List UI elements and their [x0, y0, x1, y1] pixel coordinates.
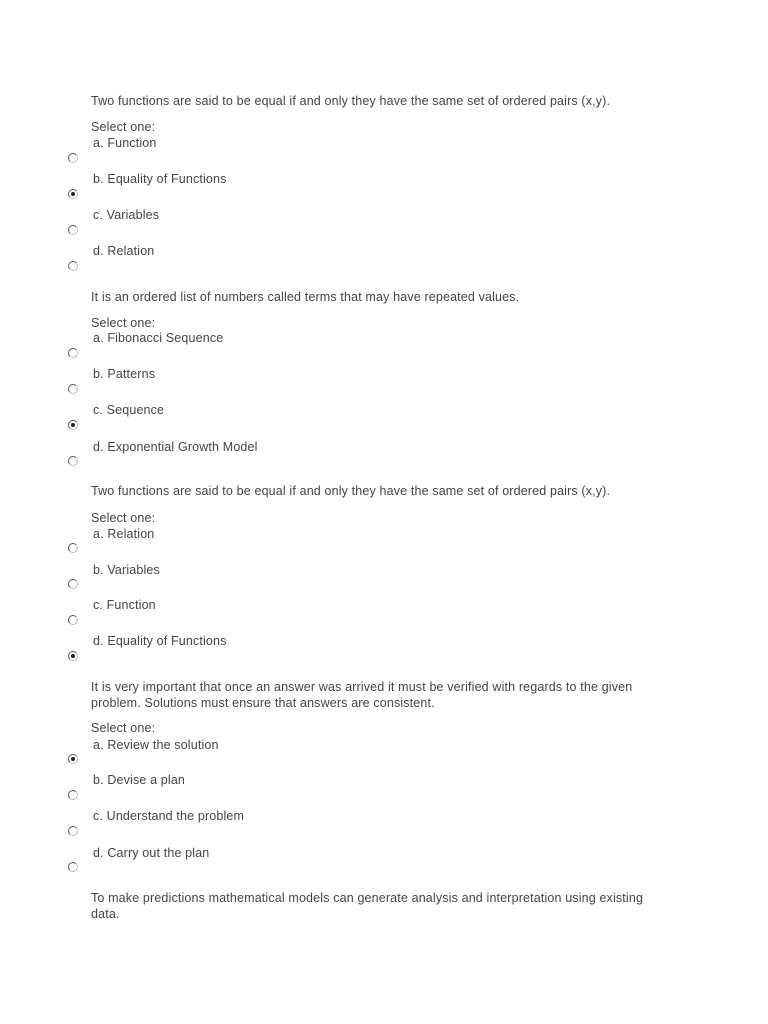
option-label[interactable]: b. Devise a plan — [93, 773, 186, 787]
question-text: Two functions are said to be equal if and only they have the same set of ordered pairs (x,y). — [91, 484, 611, 498]
radio-button[interactable] — [68, 348, 78, 358]
option-label[interactable]: a. Function — [93, 136, 157, 150]
radio-button[interactable] — [68, 384, 78, 394]
option-label[interactable]: d. Exponential Growth Model — [93, 440, 258, 454]
radio-button[interactable] — [68, 862, 78, 872]
radio-button[interactable] — [68, 456, 78, 466]
option-label[interactable]: b. Equality of Functions — [93, 172, 227, 186]
option-label[interactable]: c. Understand the problem — [93, 809, 245, 823]
select-one-label: Select one: — [91, 316, 156, 330]
radio-button[interactable] — [68, 261, 78, 271]
option-label[interactable]: d. Relation — [93, 244, 155, 258]
radio-button[interactable] — [68, 615, 78, 625]
radio-button-selected[interactable] — [68, 754, 78, 764]
radio-button[interactable] — [68, 153, 78, 163]
option-label[interactable]: d. Equality of Functions — [93, 634, 227, 648]
radio-button-selected[interactable] — [68, 651, 78, 661]
select-one-label: Select one: — [91, 120, 156, 134]
option-label[interactable]: a. Review the solution — [93, 738, 219, 752]
radio-button[interactable] — [68, 790, 78, 800]
option-label[interactable]: b. Patterns — [93, 367, 156, 381]
select-one-label: Select one: — [91, 511, 156, 525]
option-label[interactable]: c. Variables — [93, 208, 160, 222]
radio-button[interactable] — [68, 225, 78, 235]
question-text: To make predictions mathematical models can generate analysis and interpretation using existing data. — [91, 891, 644, 921]
select-one-label: Select one: — [91, 721, 156, 735]
option-label[interactable]: a. Relation — [93, 527, 155, 541]
option-label[interactable]: b. Variables — [93, 563, 160, 577]
radio-button[interactable] — [68, 826, 78, 836]
radio-button[interactable] — [68, 579, 78, 589]
radio-button[interactable] — [68, 543, 78, 553]
radio-button-selected[interactable] — [68, 420, 78, 430]
radio-button-selected[interactable] — [68, 189, 78, 199]
option-label[interactable]: a. Fibonacci Sequence — [93, 331, 224, 345]
option-label[interactable]: d. Carry out the plan — [93, 846, 210, 860]
question-text: It is very important that once an answer was arrived it must be verified with regards to the given problem. Solutions must ensure that answers are consistent. — [91, 680, 633, 710]
option-label[interactable]: c. Function — [93, 598, 156, 612]
question-text: Two functions are said to be equal if and only they have the same set of ordered pairs (x,y). — [91, 94, 611, 108]
question-text: It is an ordered list of numbers called terms that may have repeated values. — [91, 290, 520, 304]
option-label[interactable]: c. Sequence — [93, 403, 165, 417]
